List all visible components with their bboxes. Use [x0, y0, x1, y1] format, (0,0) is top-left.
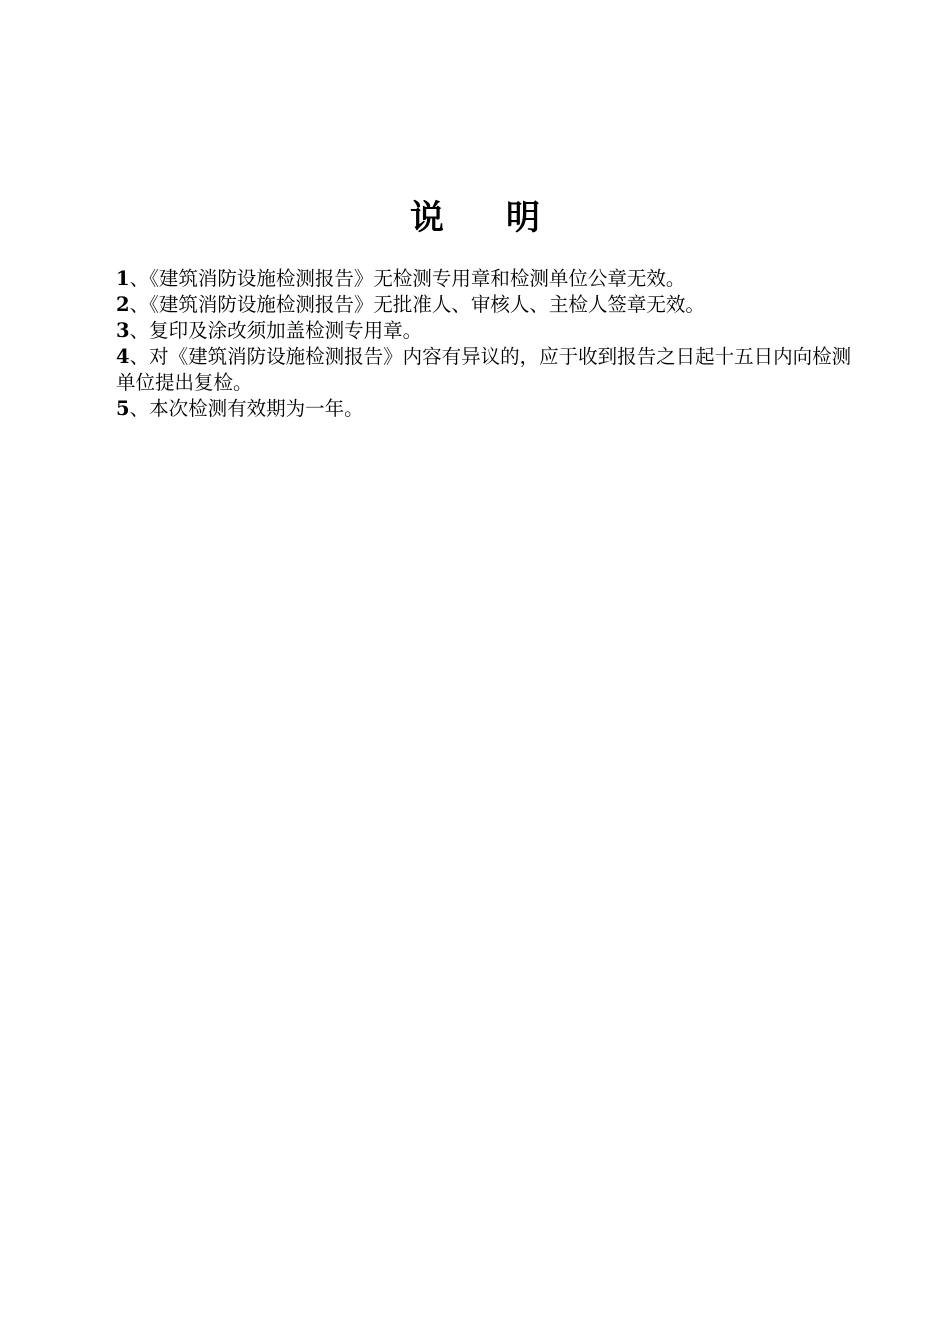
note-text: 、《建筑消防设施检测报告》无批准人、审核人、主检人签章无效。: [129, 293, 705, 316]
notes-list: [116, 266, 856, 422]
note-item-4: [116, 344, 856, 396]
note-item-3: [116, 318, 856, 344]
note-text: 、《建筑消防设施检测报告》无检测专用章和检测单位公章无效。: [129, 267, 686, 290]
note-number: 3: [116, 319, 130, 342]
title-char-1: 说: [410, 198, 444, 238]
note-item-2: [116, 292, 856, 318]
note-item-5: [116, 396, 856, 422]
note-text: 、复印及涂改须加盖检测专用章。: [129, 319, 423, 342]
note-number: 5: [116, 397, 130, 420]
title-char-2: 明: [506, 198, 540, 238]
note-number: 1: [116, 267, 130, 290]
note-item-1: [116, 266, 856, 292]
note-text: 、本次检测有效期为一年。: [129, 397, 364, 420]
note-number: 4: [116, 345, 130, 368]
note-text: 、对《建筑消防设施检测报告》内容有异议的，应于收到报告之日起十五日内向检测单位提出复检。: [116, 345, 852, 394]
page-title: [0, 196, 950, 240]
note-number: 2: [116, 293, 130, 316]
